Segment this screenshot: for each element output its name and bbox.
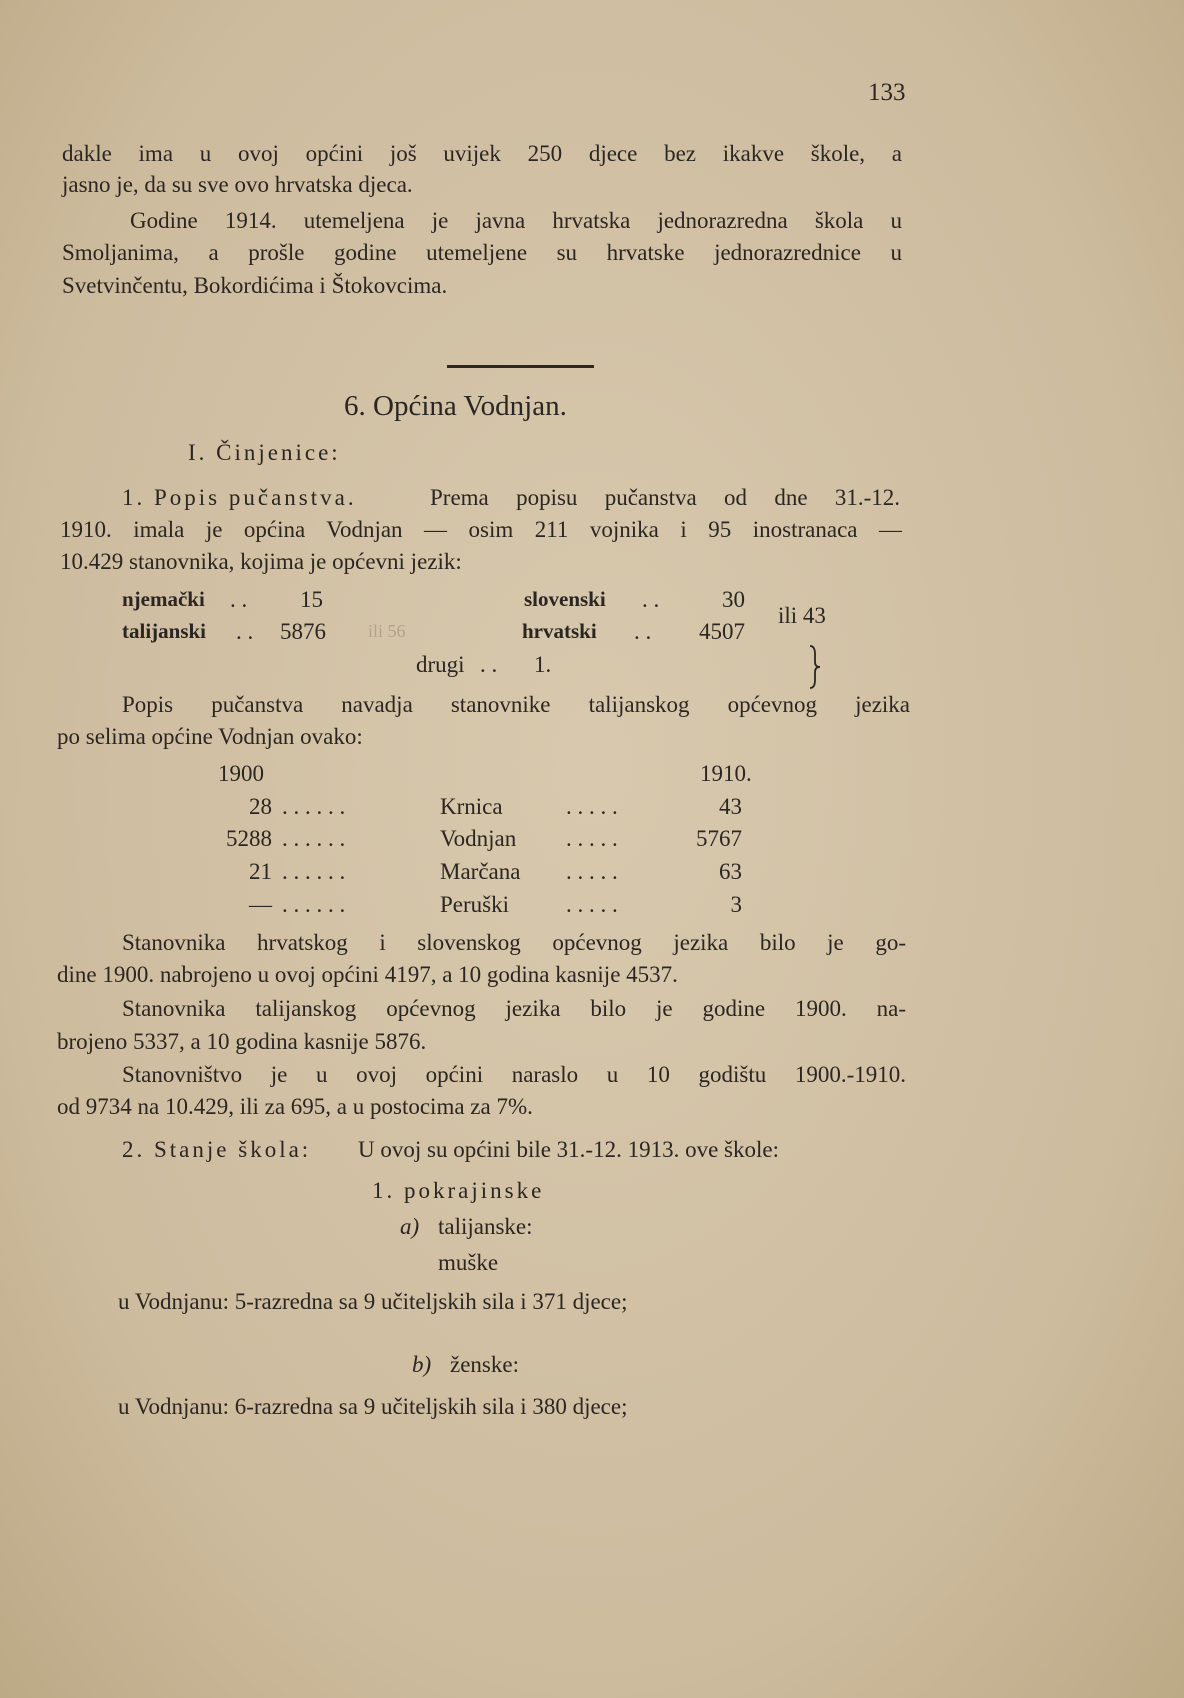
intro-line-5: Svetvinčentu, Bokordićima i Štokovcima. [62,273,448,298]
villages-intro-line-2: po selima općine Vodnjan ovako: [57,724,363,749]
village-right: 63 [719,859,742,884]
lang-talijanski-label: talijanski [122,619,207,643]
schools-heading: 2. Stanje škola: [122,1137,312,1162]
subsection-title: I. Činjenice: [188,440,341,465]
page-number: 133 [868,79,906,106]
lang-dots: . . [480,652,498,677]
stats-line-1: Stanovnika hrvatskog i slovenskog općevnog jezika bilo je go- [122,930,906,955]
village-leader: . . . . . [566,826,618,851]
village-name: Marčana [440,859,521,884]
lang-dots: . . [634,619,652,644]
stats-line-2: dine 1900. nabrojeno u ovoj općini 4197, a 10 godina kasnije 4537. [57,962,678,987]
lang-dots: . . [230,587,248,612]
village-right: 3 [730,892,742,917]
lang-njemacki-value: 15 [300,587,323,612]
female-label: ženske: [450,1352,519,1377]
lang-drugi-label: drugi [416,652,465,677]
village-leader: . . . . . . [282,859,346,884]
stats-line-5: Stanovništvo je u ovoj općini naraslo u 10 godištu 1900.-1910. [122,1062,906,1087]
faint-note: ili 56 [368,621,406,641]
male-school-line: u Vodnjanu: 5-razredna sa 9 učiteljskih sila i 371 djece; [118,1289,628,1314]
lang-combined: ili 43 [778,603,826,628]
italian-letter: a) [400,1214,420,1239]
stats-line-6: od 9734 na 10.429, ili za 695, a u postocima za 7%. [57,1094,533,1119]
section-divider [447,365,594,368]
village-leader: . . . . . [566,892,618,917]
census-line-1: Prema popisu pučanstva od dne 31.-12. [430,485,900,510]
lang-dots: . . [236,619,254,644]
census-heading: 1. Popis pučanstva. [122,485,357,510]
schools-intro: U ovoj su općini bile 31.-12. 1913. ove škole: [358,1137,779,1162]
village-leader: . . . . . . [282,826,346,851]
lang-slovenski-value: 30 [722,587,745,612]
intro-line-2: jasno je, da su sve ovo hrvatska djeca. [62,172,413,197]
female-school-line: u Vodnjanu: 6-razredna sa 9 učiteljskih sila i 380 djece; [118,1394,628,1419]
village-left: 5288 [226,826,272,851]
villages-intro-line-1: Popis pučanstva navadja stanovnike talijanskog općevnog jezika [122,692,910,717]
census-line-3: 10.429 stanovnika, kojima je općevni jezik: [60,549,462,574]
lang-talijanski-value: 5876 [280,619,326,644]
stats-line-4: brojeno 5337, a 10 godina kasnije 5876. [57,1029,427,1054]
section-title: 6. Općina Vodnjan. [344,390,567,422]
village-left: 28 [249,794,272,819]
village-leader: . . . . . [566,859,618,884]
lang-hrvatski-value: 4507 [699,619,745,644]
year-left: 1900 [218,761,264,786]
female-letter: b) [412,1352,432,1377]
lang-dots: . . [642,587,660,612]
village-name: Krnica [440,794,503,819]
village-right: 5767 [696,826,742,851]
village-leader: . . . . . [566,794,618,819]
intro-line-3: Godine 1914. utemeljena je javna hrvatska jednorazredna škola u [130,208,902,233]
village-leader: . . . . . . [282,892,346,917]
village-left: 21 [249,859,272,884]
intro-line-1: dakle ima u ovoj općini još uvijek 250 djece bez ikakve škole, a [62,141,902,166]
village-leader: . . . . . . [282,794,346,819]
year-right: 1910. [700,761,752,786]
intro-line-4: Smoljanima, a prošle godine utemeljene su hrvatske jednorazrednice u [62,240,902,265]
lang-drugi-value: 1. [534,652,552,677]
right-brace [808,644,822,690]
male-label: muške [438,1250,499,1275]
village-name: Vodnjan [440,826,517,851]
stats-line-3: Stanovnika talijanskog općevnog jezika bilo je godine 1900. na- [122,996,906,1021]
village-left: — [249,892,272,917]
lang-hrvatski-label: hrvatski [522,619,597,643]
lang-njemacki-label: njemački [122,587,205,611]
italian-label: talijanske: [438,1214,533,1239]
census-line-2: 1910. imala je općina Vodnjan — osim 211 vojnika i 95 inostranaca — [60,517,902,542]
village-name: Peruški [440,892,509,917]
schools-provincial: 1. pokrajinske [372,1178,545,1203]
lang-slovenski-label: slovenski [524,587,606,611]
village-right: 43 [719,794,742,819]
